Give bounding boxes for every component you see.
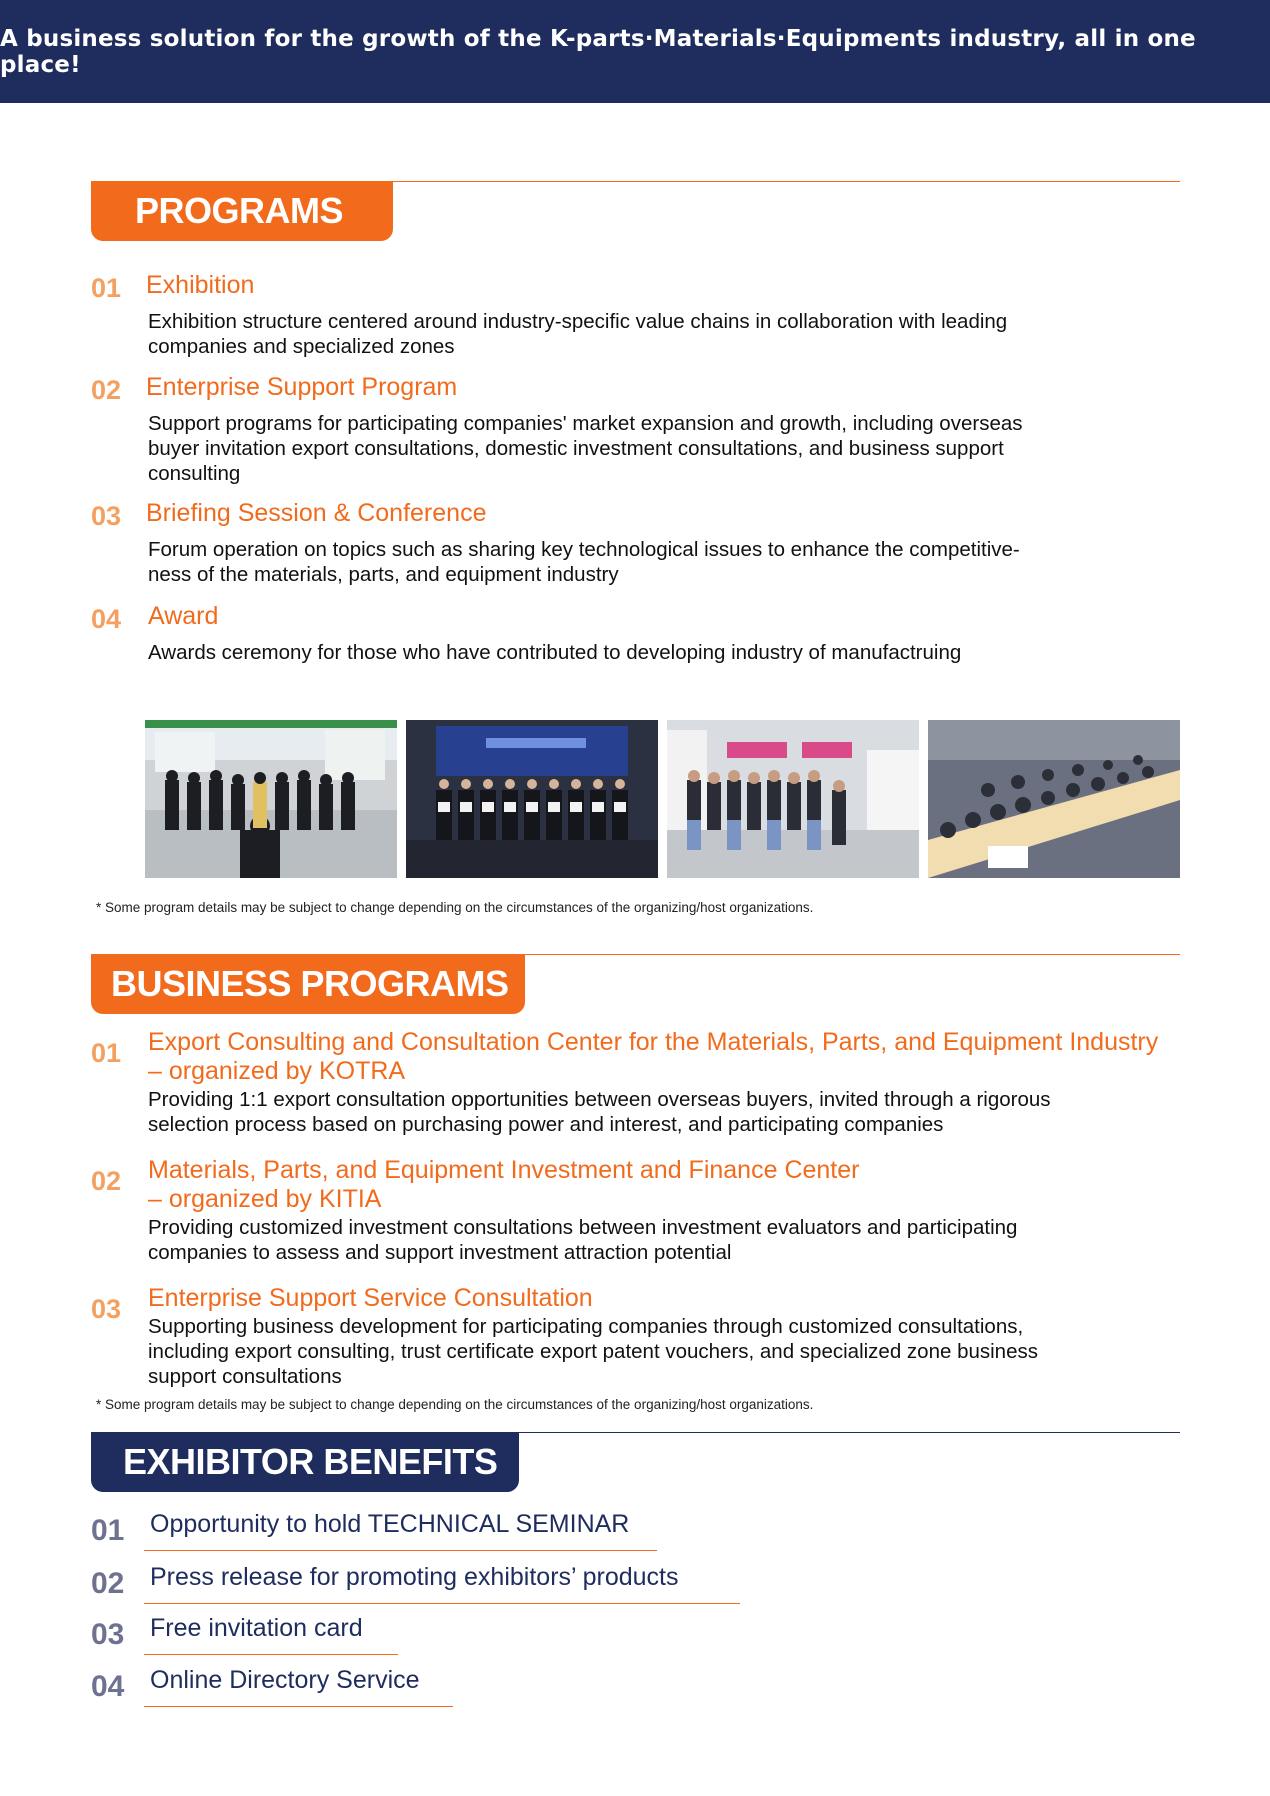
benefit-number: 01 (91, 1514, 125, 1547)
header-tagline: A business solution for the growth of the K-parts·Materials·Equipments industry, all in one place! (0, 25, 1196, 78)
benefit-title: Free invitation card (150, 1614, 363, 1642)
business-programs-section (91, 954, 1180, 1394)
business-title (148, 1028, 1158, 1086)
business-programs-heading: BUSINESS PROGRAMS (91, 954, 525, 1014)
business-desc (148, 1215, 1158, 1265)
program-title: Award (148, 602, 219, 630)
desc-line: Exhibition structure centered around industry-specific value chains in collaboration with leading (148, 310, 1008, 333)
exhibitor-benefits-heading: EXHIBITOR BENEFITS (91, 1432, 519, 1492)
program-number: 03 (91, 501, 122, 531)
business-number: 02 (91, 1166, 122, 1196)
benefit-number: 03 (91, 1618, 125, 1651)
business-desc (148, 1087, 1158, 1137)
desc-line: ness of the materials, parts, and equipment industry (148, 563, 619, 586)
title-line: Enterprise Support Service Consultation (148, 1284, 593, 1312)
desc-line: Supporting business development for participating companies through customized consultations, (148, 1315, 1024, 1338)
programs-section (91, 181, 1180, 664)
business-title (148, 1156, 859, 1214)
desc-line: companies to assess and support investment attraction potential (148, 1241, 732, 1264)
program-number: 01 (91, 273, 122, 303)
business-programs-note: * Some program details may be subject to change depending on the circumstances of the organizing/host organizations. (96, 1397, 814, 1412)
program-desc (148, 309, 1158, 359)
desc-line: selection process based on purchasing power and interest, and participating companies (148, 1113, 944, 1136)
award-ceremony-photo (406, 720, 658, 878)
program-photo-strip (145, 720, 1180, 878)
title-line: Materials, Parts, and Equipment Investment and Finance Center (148, 1156, 860, 1184)
business-number: 01 (91, 1038, 122, 1068)
desc-line: consulting (148, 462, 241, 485)
program-number: 02 (91, 375, 122, 405)
business-title (148, 1284, 593, 1313)
desc-line: Providing 1:1 export consultation opportunities between overseas buyers, invited through a rigorous (148, 1088, 1051, 1111)
desc-line: Providing customized investment consultations between investment evaluators and participating (148, 1216, 1018, 1239)
booth-visit-photo (667, 720, 919, 878)
benefit-item-invitation (91, 1614, 791, 1660)
program-title: Exhibition (146, 271, 255, 299)
program-desc (148, 640, 1158, 665)
program-desc (148, 411, 1158, 486)
exhibitor-benefits-section (91, 1432, 1180, 1494)
benefit-title: Press release for promoting exhibitors’ products (150, 1563, 679, 1591)
programs-heading: PROGRAMS (91, 181, 393, 241)
desc-line: Support programs for participating companies' market expansion and growth, including overseas (148, 412, 1023, 435)
benefit-underline (144, 1706, 453, 1707)
program-desc (148, 537, 1158, 587)
benefit-underline (144, 1654, 398, 1655)
title-line: Export Consulting and Consultation Center for the Materials, Parts, and Equipment Industry (148, 1028, 1159, 1056)
program-number: 04 (91, 604, 122, 634)
title-line: – organized by KOTRA (148, 1057, 406, 1085)
desc-line: including export consulting, trust certificate export patent vouchers, and specialized zone business (148, 1340, 1038, 1363)
desc-line: Forum operation on topics such as sharing key technological issues to enhance the competitive- (148, 538, 1020, 561)
program-title: Briefing Session & Conference (146, 499, 487, 527)
conference-photo (928, 720, 1180, 878)
benefit-number: 02 (91, 1567, 125, 1600)
desc-line: support consultations (148, 1365, 342, 1388)
programs-note: * Some program details may be subject to change depending on the circumstances of the organizing/host organizations. (96, 900, 814, 915)
benefit-number: 04 (91, 1670, 125, 1703)
program-title: Enterprise Support Program (146, 373, 458, 401)
benefit-item-directory (91, 1666, 791, 1712)
business-desc (148, 1314, 1158, 1389)
business-number: 03 (91, 1294, 122, 1324)
benefit-title: Opportunity to hold TECHNICAL SEMINAR (150, 1510, 630, 1538)
title-line: – organized by KITIA (148, 1185, 382, 1213)
benefit-underline (144, 1603, 740, 1604)
exhibition-photo (145, 720, 397, 878)
desc-line: buyer invitation export consultations, domestic investment consultations, and business support (148, 437, 1004, 460)
benefit-item-press-release (91, 1563, 791, 1609)
benefit-title: Online Directory Service (150, 1666, 420, 1694)
benefit-item-seminar (91, 1510, 791, 1556)
desc-line: companies and specialized zones (148, 335, 455, 358)
desc-line: Awards ceremony for those who have contributed to developing industry of manufactruing (148, 641, 962, 664)
header-banner (0, 0, 1270, 103)
benefit-underline (144, 1550, 657, 1551)
